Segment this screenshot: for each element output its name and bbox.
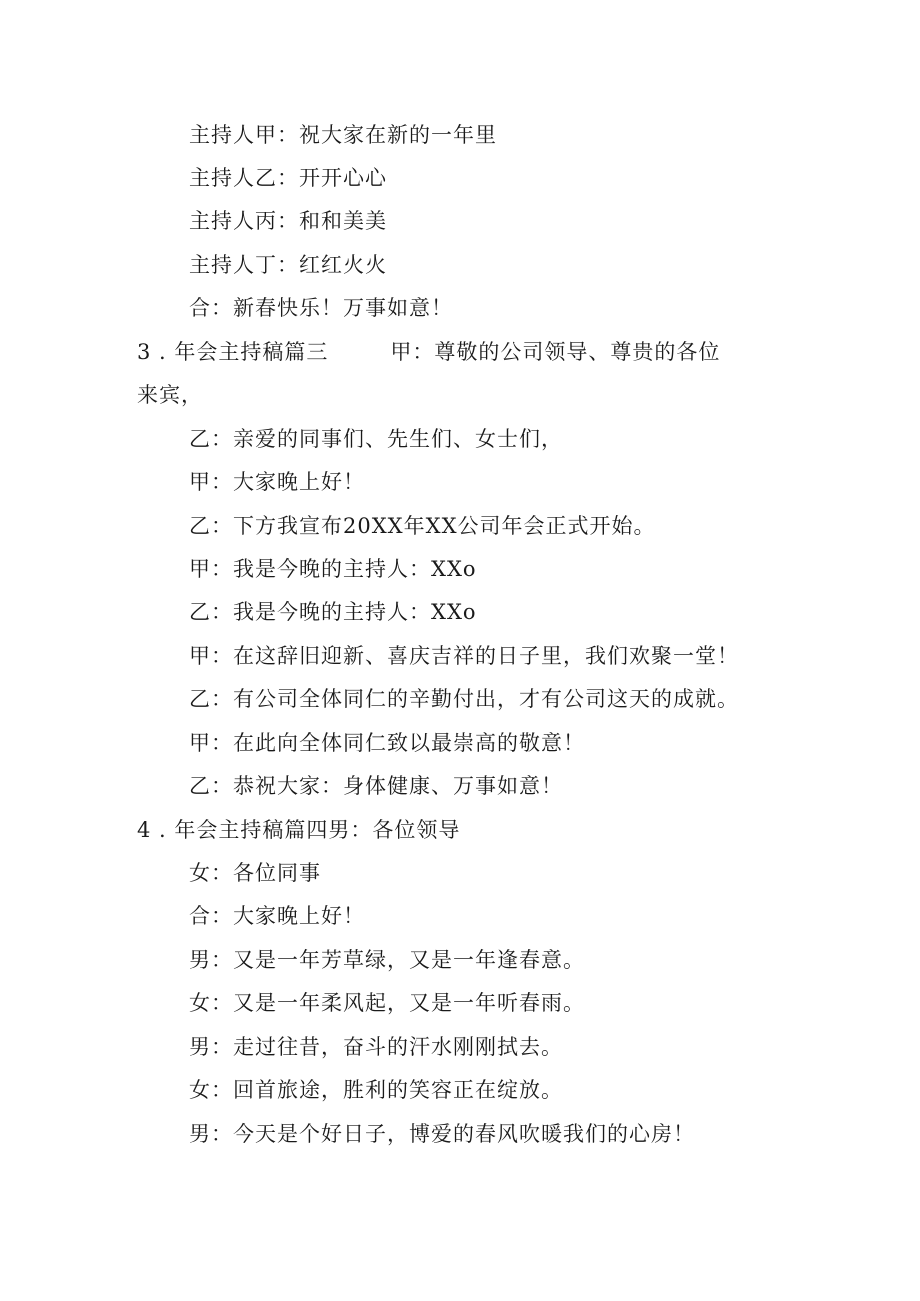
dialogue-line: 甲：大家晚上好！ bbox=[189, 470, 365, 494]
dialogue-line: 甲：我是今晚的主持人：XXo bbox=[189, 557, 477, 581]
dialogue-line: 合：大家晚上好！ bbox=[189, 904, 365, 928]
dialogue-line: 主持人乙：开开心心 bbox=[189, 166, 387, 190]
section-heading-wrap: 来宾， bbox=[137, 383, 203, 407]
dialogue-line: 主持人丙：和和美美 bbox=[189, 209, 387, 233]
section-heading-3 bbox=[137, 342, 720, 363]
dialogue-line: 乙：我是今晚的主持人：XXo bbox=[189, 600, 477, 624]
dialogue-line: 男：走过往昔，奋斗的汗水刚刚拭去。 bbox=[189, 1035, 563, 1059]
dialogue-line: 合：新春快乐！万事如意！ bbox=[189, 296, 453, 320]
dialogue-line: 乙：恭祝大家：身体健康、万事如意！ bbox=[189, 774, 563, 798]
dialogue-line: 男：又是一年芳草绿，又是一年逢春意。 bbox=[189, 948, 585, 972]
dialogue-line: 乙：下方我宣布20XX年XX公司年会正式开始。 bbox=[189, 514, 656, 538]
section-heading-4: 4 . 年会主持稿篇四男：各位领导 bbox=[137, 818, 461, 842]
dialogue-line: 甲：在此向全体同仁致以最崇高的敬意！ bbox=[189, 731, 585, 755]
dialogue-line: 乙：亲爱的同事们、先生们、女士们， bbox=[189, 427, 563, 451]
dialogue-line: 主持人甲：祝大家在新的一年里 bbox=[189, 123, 497, 147]
dialogue-line: 女：各位同事 bbox=[189, 861, 321, 885]
dialogue-line: 甲：在这辞旧迎新、喜庆吉祥的日子里，我们欢聚一堂！ bbox=[189, 644, 739, 668]
section-title: 3 . 年会主持稿篇三 bbox=[137, 340, 329, 364]
section-heading-continuation: 甲：尊敬的公司领导、尊贵的各位 bbox=[390, 340, 721, 364]
dialogue-line: 男：今天是个好日子，博爱的春风吹暖我们的心房！ bbox=[189, 1122, 695, 1146]
dialogue-line: 乙：有公司全体同仁的辛勤付出，才有公司这天的成就。 bbox=[189, 687, 739, 711]
dialogue-line: 女：又是一年柔风起，又是一年听春雨。 bbox=[189, 991, 585, 1015]
dialogue-line: 主持人丁：红红火火 bbox=[189, 253, 387, 277]
dialogue-line: 女：回首旅途，胜利的笑容正在绽放。 bbox=[189, 1078, 563, 1102]
